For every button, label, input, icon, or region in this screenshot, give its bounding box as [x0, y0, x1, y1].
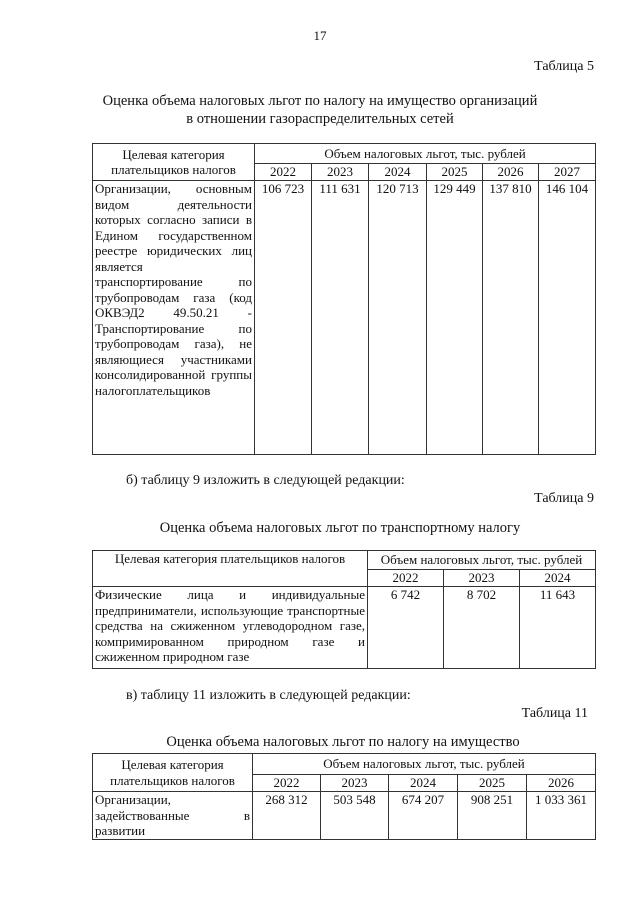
table5-row-category: Организации, основным видом деятельности которых согласно записи в Едином государственном реестре юридических лиц является транспортирование по трубопроводам газа (код ОКВЭД2 49.50.21 - Транспортирование по трубопроводам газа), не являющиеся участниками консолидированной группы налогоплательщиков	[93, 181, 255, 455]
table11	[92, 753, 596, 840]
table11-year: 2023	[321, 775, 389, 792]
table5-cell: 146 104	[539, 181, 596, 455]
table5-year: 2024	[369, 164, 427, 181]
table9	[92, 550, 596, 669]
table5-year: 2025	[427, 164, 483, 181]
table5-cell: 120 713	[369, 181, 427, 455]
table11-cell: 1 033 361	[527, 792, 596, 840]
table5-year: 2026	[483, 164, 539, 181]
table5-year: 2022	[255, 164, 312, 181]
table9-year: 2022	[368, 570, 444, 587]
paragraph-b: б) таблицу 9 изложить в следующей редакции:	[126, 473, 405, 488]
table9-year: 2024	[520, 570, 596, 587]
table11-label: Таблица 11	[521, 706, 588, 721]
table5-header-volume: Объем налоговых льгот, тыс. рублей	[255, 144, 596, 164]
table5-header-category: Целевая категория плательщиков налогов	[93, 144, 255, 181]
table9-cell: 8 702	[444, 587, 520, 669]
table11-cell: 268 312	[253, 792, 321, 840]
table9-header-volume: Объем налоговых льгот, тыс. рублей	[368, 551, 596, 570]
table5-cell: 111 631	[312, 181, 369, 455]
table11-year: 2026	[527, 775, 596, 792]
table11-header-category: Целевая категория плательщиков налогов	[93, 754, 253, 792]
paragraph-v: в) таблицу 11 изложить в следующей редакции:	[126, 688, 411, 703]
table-row	[93, 792, 596, 840]
table5-label: Таблица 5	[534, 59, 594, 74]
table11-cell: 908 251	[458, 792, 527, 840]
table11-title: Оценка объема налоговых льгот по налогу на имущество	[166, 734, 520, 750]
table9-year: 2023	[444, 570, 520, 587]
table11-row-category: Организации, задействованные в развитии	[93, 792, 253, 840]
table9-cell: 11 643	[520, 587, 596, 669]
table5-cell: 106 723	[255, 181, 312, 455]
table5-title-line1: Оценка объема налоговых льгот по налогу на имущество организаций	[102, 93, 538, 109]
table9-cell: 6 742	[368, 587, 444, 669]
table11-cell: 674 207	[389, 792, 458, 840]
table9-label: Таблица 9	[534, 491, 594, 506]
table9-row-category: Физические лица и индивидуальные предприниматели, использующие транспортные средства на сжиженном углеводородном газе, компримированном природном газе и сжиженном природном газе	[93, 587, 368, 669]
table5-year: 2027	[539, 164, 596, 181]
table5-cell: 129 449	[427, 181, 483, 455]
table9-title: Оценка объема налоговых льгот по транспортному налогу	[159, 520, 521, 536]
table5-title	[0, 92, 640, 128]
table11-year: 2022	[253, 775, 321, 792]
table-row	[93, 181, 596, 455]
table5-year: 2023	[312, 164, 369, 181]
table5-title-line2: в отношении газораспределительных сетей	[186, 111, 454, 127]
table5	[92, 143, 596, 455]
table11-year: 2025	[458, 775, 527, 792]
page-number: 17	[313, 28, 327, 43]
table-row	[93, 587, 596, 669]
table9-header-category: Целевая категория плательщиков налогов	[93, 551, 368, 587]
table11-header-volume: Объем налоговых льгот, тыс. рублей	[253, 754, 596, 775]
table11-cell: 503 548	[321, 792, 389, 840]
table11-year: 2024	[389, 775, 458, 792]
table5-cell: 137 810	[483, 181, 539, 455]
